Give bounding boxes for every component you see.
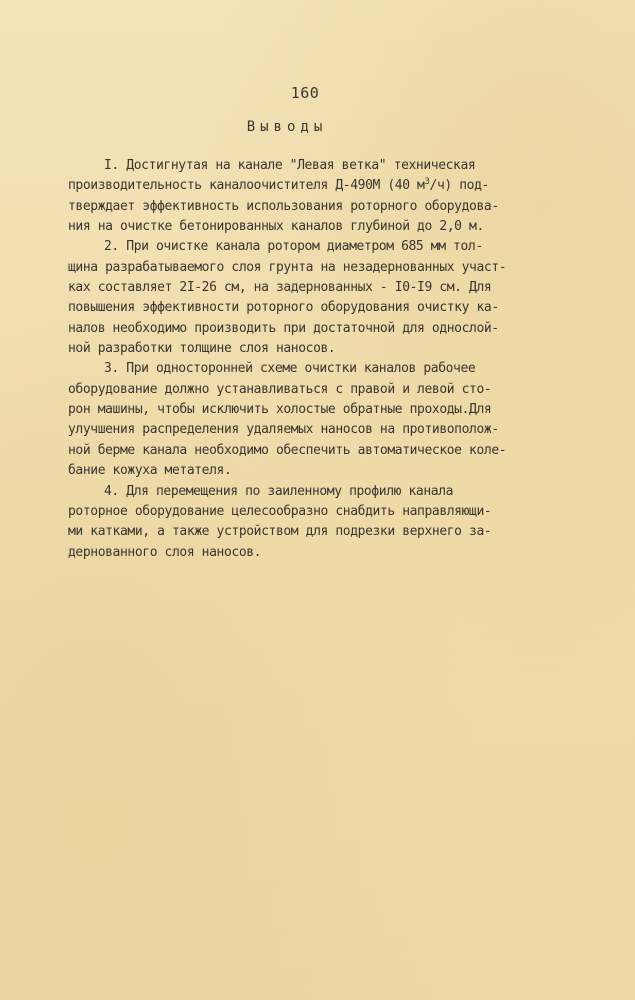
text-line: ной берме канала необходимо обеспечить автоматическое коле- bbox=[68, 442, 507, 458]
text-line: ной разработки толщине слоя наносов. bbox=[68, 341, 336, 357]
text-line: бание кожуха метателя. bbox=[68, 463, 232, 479]
text-line: I. Достигнутая на канале "Левая ветка" техническая bbox=[104, 158, 476, 173]
text-line: ния на очистке бетонированных каналов глубиной до 2,0 м. bbox=[68, 219, 484, 235]
paragraph-4 bbox=[68, 482, 568, 563]
text-line: повышения эффективности роторного оборудования очистку ка- bbox=[68, 300, 499, 316]
text-line: дернованного слоя наносов. bbox=[68, 544, 262, 560]
text-line: 4. Для перемещения по заиленному профилю канала bbox=[104, 483, 454, 499]
text-line: улучшения распределения удаляемых наносов на противополож- bbox=[68, 422, 499, 438]
paragraph-2 bbox=[68, 237, 568, 359]
text-line: тверждает эффективность использования роторного оборудова- bbox=[68, 198, 499, 214]
paragraph-1 bbox=[68, 156, 568, 237]
text-line: ках составляет 2I-26 см, на задернованных - I0-I9 см. Для bbox=[68, 280, 492, 296]
text-line: рон машины, чтобы исключить холостые обратные проходы.Для bbox=[68, 402, 492, 418]
text-line: 2. При очистке канала ротором диаметром 685 мм тол- bbox=[104, 239, 483, 255]
paragraph-3 bbox=[68, 359, 568, 481]
superscript-3: 3 bbox=[424, 177, 430, 188]
text-line: 3. При односторонней схеме очистки каналов рабочее bbox=[104, 361, 476, 377]
text-line: оборудование должно устанавливаться с правой и левой сто- bbox=[68, 381, 492, 397]
text-line: производительность каналоочистителя Д-490М (40 $м^3/ч$) под- bbox=[68, 177, 489, 194]
page-heading: Выводы bbox=[246, 119, 328, 135]
text-line: щина разрабатываемого слоя грунта на незадернованных участ- bbox=[68, 259, 507, 275]
text-line: роторное оборудование целесообразно снабдить направляющи- bbox=[68, 503, 492, 519]
page-number: 160 bbox=[290, 84, 320, 102]
text-line: ми катками, а также устройством для подрезки верхнего за- bbox=[68, 524, 492, 540]
text-line: налов необходимо производить при достаточной для однослой- bbox=[68, 320, 499, 336]
conclusions-body bbox=[68, 156, 568, 563]
